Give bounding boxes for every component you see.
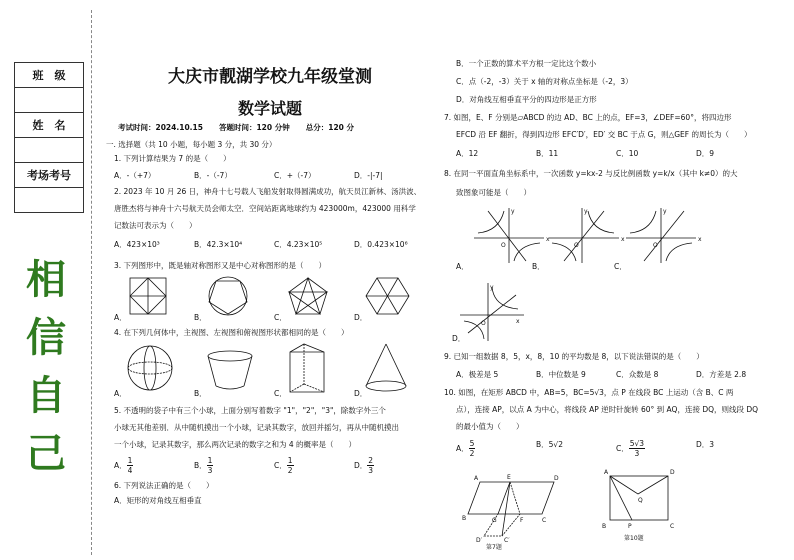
q8-graph-c bbox=[626, 208, 696, 263]
q4-stem: 4. 在下列几何体中，主视图、左视图和俯视图形状都相同的是（ ） bbox=[114, 328, 349, 337]
q1-option-c[interactable]: C．+（-7） bbox=[274, 171, 316, 180]
fig7-parallelogram bbox=[462, 470, 572, 550]
q9-option-d[interactable]: D．方差是 2.8 bbox=[696, 370, 747, 379]
q10-option-a[interactable]: A． $\frac{5}{2}$ bbox=[456, 439, 475, 458]
q4-figures bbox=[120, 342, 420, 398]
q8-b-origin: O bbox=[574, 242, 579, 249]
seal-char-3: 自 bbox=[26, 372, 66, 419]
q7-option-a[interactable]: A．12 bbox=[456, 149, 479, 158]
q7-option-c[interactable]: C．10 bbox=[616, 149, 639, 158]
q2-option-a[interactable]: A．423×10³ bbox=[114, 240, 160, 249]
q8-b-y-label: y bbox=[584, 208, 588, 215]
fig10-label-a: A bbox=[604, 469, 609, 476]
q5-options bbox=[114, 456, 434, 475]
q3-option-c[interactable]: C． bbox=[274, 313, 287, 322]
q8-graphs bbox=[454, 203, 794, 343]
q10-options bbox=[456, 439, 776, 458]
q7-line-2: EFCD 沿 EF 翻折，得到四边形 EFC′D′，ED′ 交 BC 于点 G，则△GEF 的周长为（ ） bbox=[456, 130, 752, 139]
q8-d-origin: O bbox=[481, 320, 486, 327]
q8-option-c[interactable]: C． bbox=[614, 262, 627, 271]
exam-duration: 答题时间：120 分钟 bbox=[218, 123, 290, 132]
q3-fig-c bbox=[289, 278, 327, 314]
q5-line-2: 小球无其他差别．从中随机摸出一个小球，记录其数字，放回并摇匀，再从中随机摸出 bbox=[114, 423, 399, 432]
q3-fig-a bbox=[130, 278, 166, 314]
exam-time: 考试时间：2024.10.15 bbox=[118, 123, 203, 132]
q4-option-b[interactable]: B． bbox=[194, 389, 207, 398]
q4-fig-sphere bbox=[128, 346, 172, 390]
q5-option-a[interactable]: A． $\frac{1}{4}$ bbox=[114, 456, 133, 475]
seal-char-1: 相 bbox=[26, 256, 66, 303]
q2-options bbox=[114, 239, 434, 250]
q1-option-a[interactable]: A．-（+7） bbox=[114, 171, 156, 180]
q4-option-d[interactable]: D． bbox=[354, 389, 368, 398]
q6-option-b[interactable]: B．一个正数的算术平方根一定比这个数小 bbox=[456, 59, 597, 68]
q6-option-a[interactable]: A．矩形的对角线互相垂直 bbox=[114, 496, 202, 505]
q2-line-2: 唐胜杰将与神舟十六号航天员会师太空．空间站距离地球约为 423000m，423000 用科学 bbox=[114, 204, 416, 213]
fig10-rectangle bbox=[600, 466, 680, 546]
q5-option-b[interactable]: B． $\frac{1}{3}$ bbox=[194, 456, 213, 475]
name-label: 姓 名 bbox=[15, 113, 84, 138]
fig7-label-d: D bbox=[554, 475, 559, 482]
exam-meta bbox=[118, 122, 418, 133]
fig7-label-c: C bbox=[542, 517, 547, 524]
class-label: 班 级 bbox=[15, 63, 84, 88]
exam-score: 总分：120 分 bbox=[305, 123, 355, 132]
q5-option-d[interactable]: D． $\frac{2}{3}$ bbox=[354, 456, 374, 475]
seal-char-2: 信 bbox=[26, 314, 66, 361]
q2-option-c[interactable]: C．4.23×10⁵ bbox=[274, 240, 323, 249]
fig7-caption: 第7题 bbox=[486, 544, 502, 551]
q8-line-1: 8. 在同一平面直角坐标系中，一次函数 y=kx-2 与反比例函数 y=k/x（其中 k≠0）的大 bbox=[444, 169, 738, 178]
q1-options bbox=[114, 170, 434, 181]
section-title: 一. 选择题（共 10 小题，每小题 3 分，共 30 分） bbox=[106, 140, 277, 149]
q1-option-d[interactable]: D．-|-7| bbox=[354, 171, 383, 180]
q3-option-b[interactable]: B． bbox=[194, 313, 207, 322]
q2-line-3: 记数法可表示为（ ） bbox=[114, 221, 197, 230]
q4-fig-cone bbox=[366, 344, 406, 391]
class-field[interactable] bbox=[15, 88, 84, 113]
fig10-label-q: Q bbox=[638, 497, 643, 504]
binding-line bbox=[91, 10, 92, 555]
q2-line-1: 2. 2023 年 10 月 26 日，神舟十七号载人飞船发射取得圆满成功，航天员江新林、汤洪波、 bbox=[114, 187, 422, 196]
q5-option-c[interactable]: C． $\frac{1}{2}$ bbox=[274, 456, 293, 475]
paper-title: 数学试题 bbox=[237, 99, 302, 118]
q8-c-origin: O bbox=[653, 242, 658, 249]
fig10-caption: 第10题 bbox=[624, 535, 644, 542]
exam-id-label: 考场考号 bbox=[15, 163, 84, 188]
q8-a-x-label: x bbox=[546, 236, 550, 243]
q8-c-x-label: x bbox=[698, 236, 702, 243]
q7-line-1: 7. 如图，E、F 分别是▱ABCD 的边 AD、BC 上的点，EF=3，∠DEF=60°，将四边形 bbox=[444, 113, 732, 122]
q8-d-x-label: x bbox=[516, 318, 520, 325]
q9-option-b[interactable]: B．中位数是 9 bbox=[536, 370, 586, 379]
q9-option-a[interactable]: A．极差是 5 bbox=[456, 370, 499, 379]
q9-stem: 9. 已知一组数据 8，5，x，8，10 的平均数是 8，以下说法错误的是（ ） bbox=[444, 352, 704, 361]
fig7-label-e: E bbox=[507, 474, 511, 481]
fig7-label-d-prime: D′ bbox=[476, 537, 482, 544]
q10-option-d[interactable]: D．3 bbox=[696, 440, 715, 449]
q8-d-y-label: y bbox=[490, 284, 494, 291]
q3-option-a[interactable]: A． bbox=[114, 313, 127, 322]
q1-option-b[interactable]: B．-（-7） bbox=[194, 171, 232, 180]
q8-option-d[interactable]: D． bbox=[452, 334, 466, 343]
q4-option-a[interactable]: A． bbox=[114, 389, 127, 398]
q4-option-c[interactable]: C． bbox=[274, 389, 287, 398]
school-title: 大庆市靓湖学校九年级堂测 bbox=[168, 67, 372, 87]
q5-line-1: 5. 不透明的袋子中有三个小球，上面分别写着数字 "1"，"2"，"3"，除数字外三个 bbox=[114, 406, 386, 415]
fig10-label-c: C bbox=[670, 523, 675, 530]
q10-option-b[interactable]: B．5√2 bbox=[536, 440, 563, 449]
q8-graph-d bbox=[460, 283, 524, 341]
q2-option-b[interactable]: B．42.3×10⁴ bbox=[194, 240, 243, 249]
name-field[interactable] bbox=[15, 138, 84, 163]
fig10-label-b: B bbox=[602, 523, 607, 530]
q10-option-c[interactable]: C． $\frac{5√3}{3}$ bbox=[616, 439, 645, 458]
q6-option-d[interactable]: D．对角线互相垂直平分的四边形是正方形 bbox=[456, 95, 597, 104]
fig10-label-d: D bbox=[670, 469, 675, 476]
q10-line-1: 10. 如图，在矩形 ABCD 中，AB=5，BC=5√3，点 P 在线段 BC 上运动（含 B、C 两 bbox=[444, 388, 734, 397]
q10-line-3: 的最小值为（ ） bbox=[456, 422, 524, 431]
student-info-table bbox=[14, 62, 84, 213]
q5-line-3: 一个小球，记录其数字，那么两次记录的数字之和为 4 的概率是（ ） bbox=[114, 440, 357, 449]
q8-line-2: 致图象可能是（ ） bbox=[456, 188, 531, 197]
q3-fig-d bbox=[366, 278, 409, 314]
q3-option-d[interactable]: D． bbox=[354, 313, 368, 322]
q1-stem: 1. 下列计算结果为 7 的是（ ） bbox=[114, 154, 231, 163]
fig7-label-b: B bbox=[462, 515, 467, 522]
q10-line-2: 点），连接 AP，以点 A 为中心，将线段 AP 逆时针旋转 60° 到 AQ，连接 DQ，则线段 DQ bbox=[456, 405, 759, 414]
q3-figures bbox=[120, 276, 420, 322]
q8-a-origin: O bbox=[501, 242, 506, 249]
q6-option-c[interactable]: C．点（-2，-3）关于 x 轴的对称点坐标是（-2，3） bbox=[456, 77, 633, 86]
q8-b-x-label: x bbox=[621, 236, 625, 243]
q2-option-d[interactable]: D．0.423×10⁶ bbox=[354, 240, 408, 249]
q9-options bbox=[456, 369, 776, 380]
q7-option-d[interactable]: D．9 bbox=[696, 149, 715, 158]
fig10-label-p: P bbox=[628, 523, 632, 530]
q3-stem: 3. 下列图形中，既是轴对称图形又是中心对称图形的是（ ） bbox=[114, 261, 327, 270]
q8-graph-a bbox=[474, 208, 544, 263]
fig7-label-c-prime: C′ bbox=[504, 537, 510, 544]
exam-id-field[interactable] bbox=[15, 188, 84, 213]
seal-char-4: 己 bbox=[26, 430, 66, 477]
q7-option-b[interactable]: B．11 bbox=[536, 149, 559, 158]
q8-a-y-label: y bbox=[511, 208, 515, 215]
q8-c-y-label: y bbox=[663, 208, 667, 215]
fig7-label-f: F bbox=[520, 517, 524, 524]
q4-fig-frustum bbox=[208, 351, 252, 389]
q8-option-b[interactable]: B． bbox=[532, 262, 545, 271]
fig7-label-a: A bbox=[474, 475, 479, 482]
q6-stem: 6. 下列说法正确的是（ ） bbox=[114, 481, 214, 490]
q4-fig-prism bbox=[290, 344, 324, 392]
q8-option-a[interactable]: A． bbox=[456, 262, 469, 271]
fig7-label-g: G bbox=[492, 517, 497, 524]
q3-fig-b bbox=[209, 277, 247, 315]
q7-options bbox=[456, 148, 776, 159]
q9-option-c[interactable]: C．众数是 8 bbox=[616, 370, 659, 379]
q8-graph-b bbox=[549, 208, 619, 263]
